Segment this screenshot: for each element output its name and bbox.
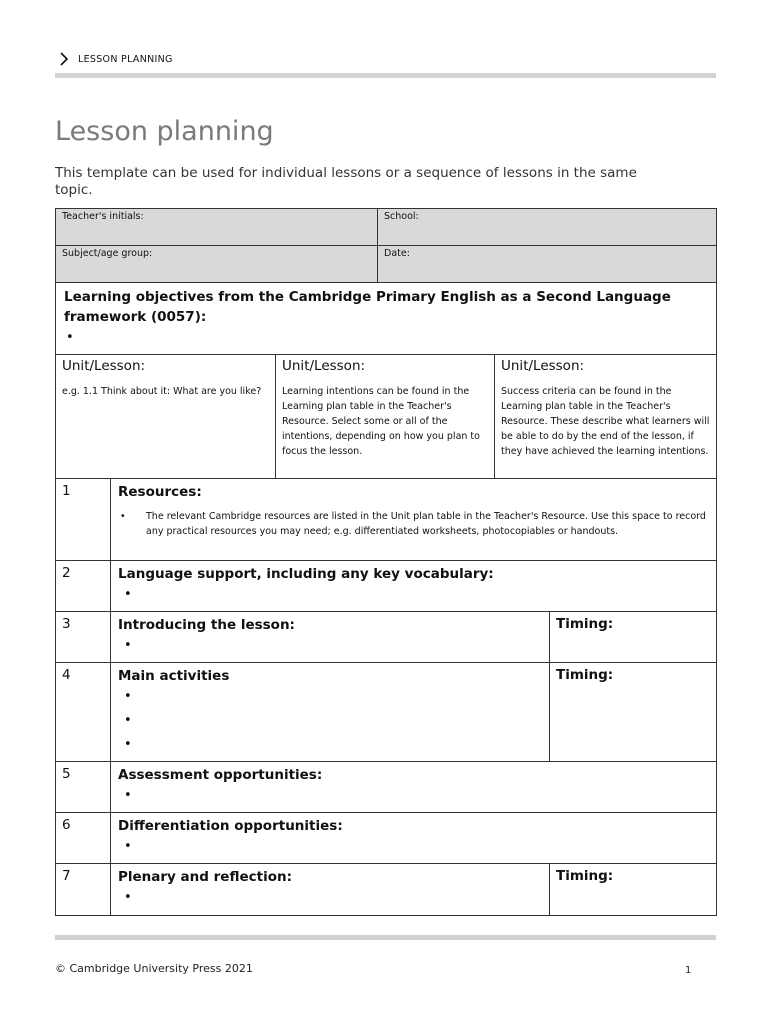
section-heading: Language support, including any key vocabulary: (118, 566, 494, 582)
section-heading: Plenary and reflection: (118, 869, 292, 885)
list-item: • (124, 638, 132, 653)
page-title: Lesson planning (55, 116, 274, 147)
section-heading: Introducing the lesson: (118, 617, 295, 633)
timing-field[interactable] (550, 663, 717, 762)
section-plenary[interactable] (111, 864, 550, 916)
section-heading: Differentiation opportunities: (118, 818, 343, 834)
unit-body: Success criteria can be found in the Learning plan table in the Teacher's Resource. These describe what learners will be able to do by the end of the lesson, if they have achieved the learning intentions. (501, 386, 710, 457)
footer-divider (55, 935, 716, 940)
list-item: • (124, 737, 132, 752)
objectives-cell[interactable] (56, 283, 717, 355)
section-heading: Assessment opportunities: (118, 767, 323, 783)
date-label: Date: (384, 248, 410, 259)
school-field[interactable] (378, 209, 717, 246)
section-number: 7 (56, 864, 111, 916)
section-number: 1 (56, 479, 111, 561)
intro-text: This template can be used for individual lessons or a sequence of lessons in the same topic. (55, 165, 637, 198)
objectives-title: Learning objectives from the Cambridge Primary English as a Second Language framework (0057): (64, 289, 671, 325)
section-heading: Resources: (118, 484, 202, 500)
page-number: 1 (685, 965, 692, 976)
school-label: School: (384, 211, 419, 222)
copyright: © Cambridge University Press 2021 (55, 962, 253, 975)
unit-cell-intentions[interactable] (276, 355, 495, 479)
unit-table (55, 354, 717, 479)
unit-cell-criteria[interactable] (495, 355, 717, 479)
lesson-plan-form (55, 208, 716, 916)
section-number: 3 (56, 612, 111, 663)
section-number: 4 (56, 663, 111, 762)
section-assessment[interactable] (111, 762, 717, 813)
unit-body: Learning intentions can be found in the Learning plan table in the Teacher's Resource. Select some or all of the intentions, depending on how you plan to focus the lesson. (282, 386, 480, 457)
timing-label: Timing: (556, 667, 614, 683)
unit-heading: Unit/Lesson: (62, 358, 146, 374)
timing-field[interactable] (550, 612, 717, 663)
unit-body: e.g. 1.1 Think about it: What are you like? (62, 386, 262, 397)
list-item: • (124, 713, 132, 728)
list-item: • (124, 890, 132, 905)
list-item: • (124, 839, 132, 854)
date-field[interactable] (378, 246, 717, 283)
teacher-initials-label: Teacher's initials: (62, 211, 144, 222)
section-introducing[interactable] (111, 612, 550, 663)
list-item: • (124, 689, 132, 704)
header-divider (55, 73, 716, 78)
subject-age-label: Subject/age group: (62, 248, 153, 259)
info-table (55, 208, 717, 355)
timing-label: Timing: (556, 868, 614, 884)
section-number: 6 (56, 813, 111, 864)
section-resources[interactable] (111, 479, 717, 561)
resources-note: • The relevant Cambridge resources are listed in the Unit plan table in the Teacher's Resource. Use this space to record any practical resources you may need; e.g. differentiated worksheets, photocopiables or handouts. (120, 509, 709, 539)
unit-heading: Unit/Lesson: (282, 358, 366, 374)
section-heading: Main activities (118, 668, 230, 684)
chevron-right-icon (58, 52, 70, 66)
breadcrumb-label: LESSON PLANNING (78, 53, 173, 65)
timing-field[interactable] (550, 864, 717, 916)
section-differentiation[interactable] (111, 813, 717, 864)
teacher-initials-field[interactable] (56, 209, 378, 246)
section-number: 5 (56, 762, 111, 813)
breadcrumb (58, 52, 173, 66)
section-language-support[interactable] (111, 561, 717, 612)
section-number: 2 (56, 561, 111, 612)
resources-note-text: The relevant Cambridge resources are listed in the Unit plan table in the Teacher's Resource. Use this space to record any practical resources you may need; e.g. differentiated worksheets, photocopiables or handouts. (146, 511, 706, 537)
subject-age-field[interactable] (56, 246, 378, 283)
list-item: • (124, 788, 132, 803)
timing-label: Timing: (556, 616, 614, 632)
unit-heading: Unit/Lesson: (501, 358, 585, 374)
objectives-bullet: • (66, 330, 74, 345)
unit-cell-example[interactable] (56, 355, 276, 479)
section-main-activities[interactable] (111, 663, 550, 762)
sections-table (55, 478, 717, 916)
list-item: • (124, 587, 132, 602)
